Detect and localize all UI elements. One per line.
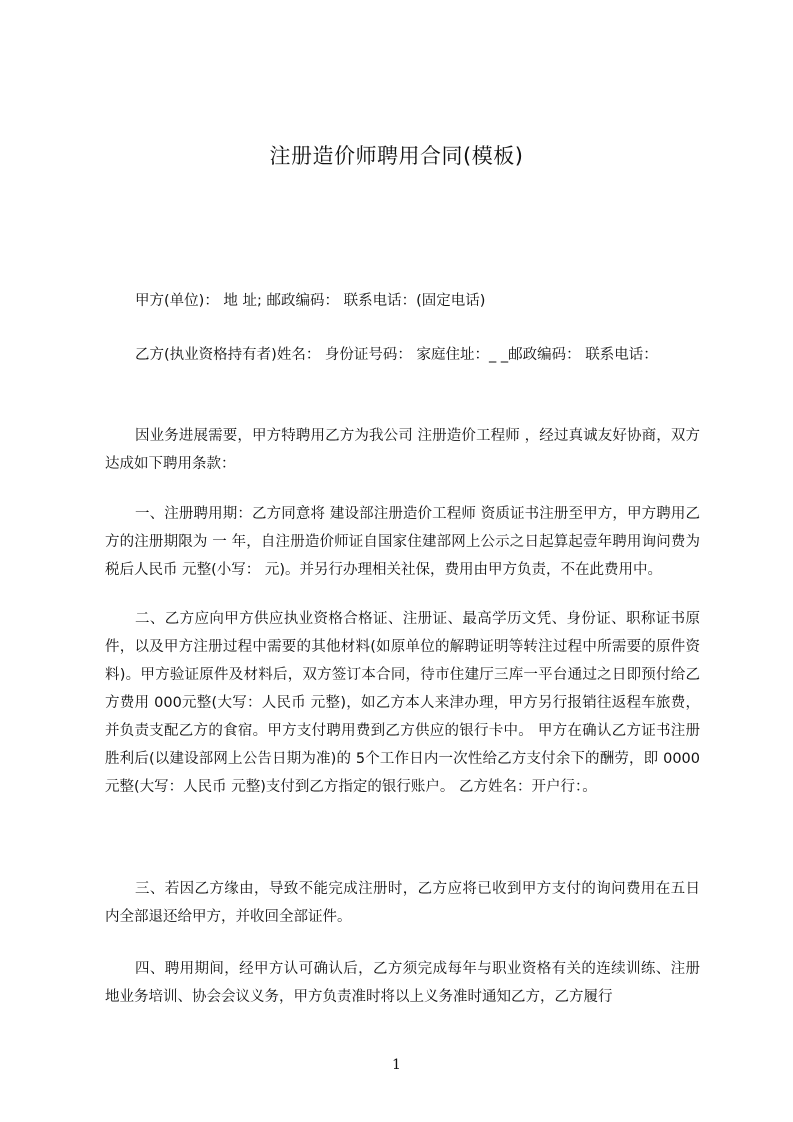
document-title: 注册造价师聘用合同(模板) (269, 144, 524, 168)
clause-4-paragraph: 四、聘用期间，经甲方认可确认后，乙方须完成每年与职业资格有关的连续训练、注册地业务培训、协会会议义务，甲方负责准时将以上义务准时通知乙方，乙方履行 (105, 961, 700, 1005)
page-number: 1 (392, 1057, 401, 1073)
clause-1-paragraph: 一、注册聘用期：乙方同意将 建设部注册造价工程师 资质证书注册至甲方，甲方聘用乙方的注册期限为 一 年，自注册造价师证自国家住建部网上公示之日起算起壹年聘用询问费为税后人民币 元整(小写： 元)。并另行办理相关社保，费用由甲方负责，不在此费用中。 (105, 506, 700, 578)
preamble-paragraph: 因业务进展需要，甲方特聘用乙方为我公司 注册造价工程师 ，经过真诚友好协商，双方达成如下聘用条款： (105, 428, 700, 472)
party-b-info: 乙方(执业资格持有者)姓名： 身份证号码： 家庭住址：_ _邮政编码： 联系电话： (135, 347, 658, 363)
clause-2-paragraph: 二、乙方应向甲方供应执业资格合格证、注册证、最高学历文凭、身份证、职称证书原件，以及甲方注册过程中需要的其他材料(如原单位的解聘证明等转注过程中所需要的原件资料)。甲方验证原件及材料后，双方签订本合同，待市住建厅三库一平台通过之日即预付给乙方费用 000元整(大写：人民币 元整)，如乙方本人来津办理，甲方另行报销往返程车旅费，并负责支配乙方的食宿。甲方支付聘用费到乙方供应的银行卡中。 甲方在确认乙方证书注册胜利后(以建设部网上公告日期为准)的 5个工作日内一次性给乙方支付余下的酬劳，即 0000元整(大写：人民币 元整)支付到乙方指定的银行账户。 乙方姓名：开户行：。 (105, 611, 700, 795)
party-a-info: 甲方(单位)： 地 址; 邮政编码： 联系电话：(固定电话) (135, 293, 486, 309)
clause-3-paragraph: 三、若因乙方缘由，导致不能完成注册时，乙方应将已收到甲方支付的询问费用在五日内全部退还给甲方，并收回全部证件。 (105, 881, 700, 925)
